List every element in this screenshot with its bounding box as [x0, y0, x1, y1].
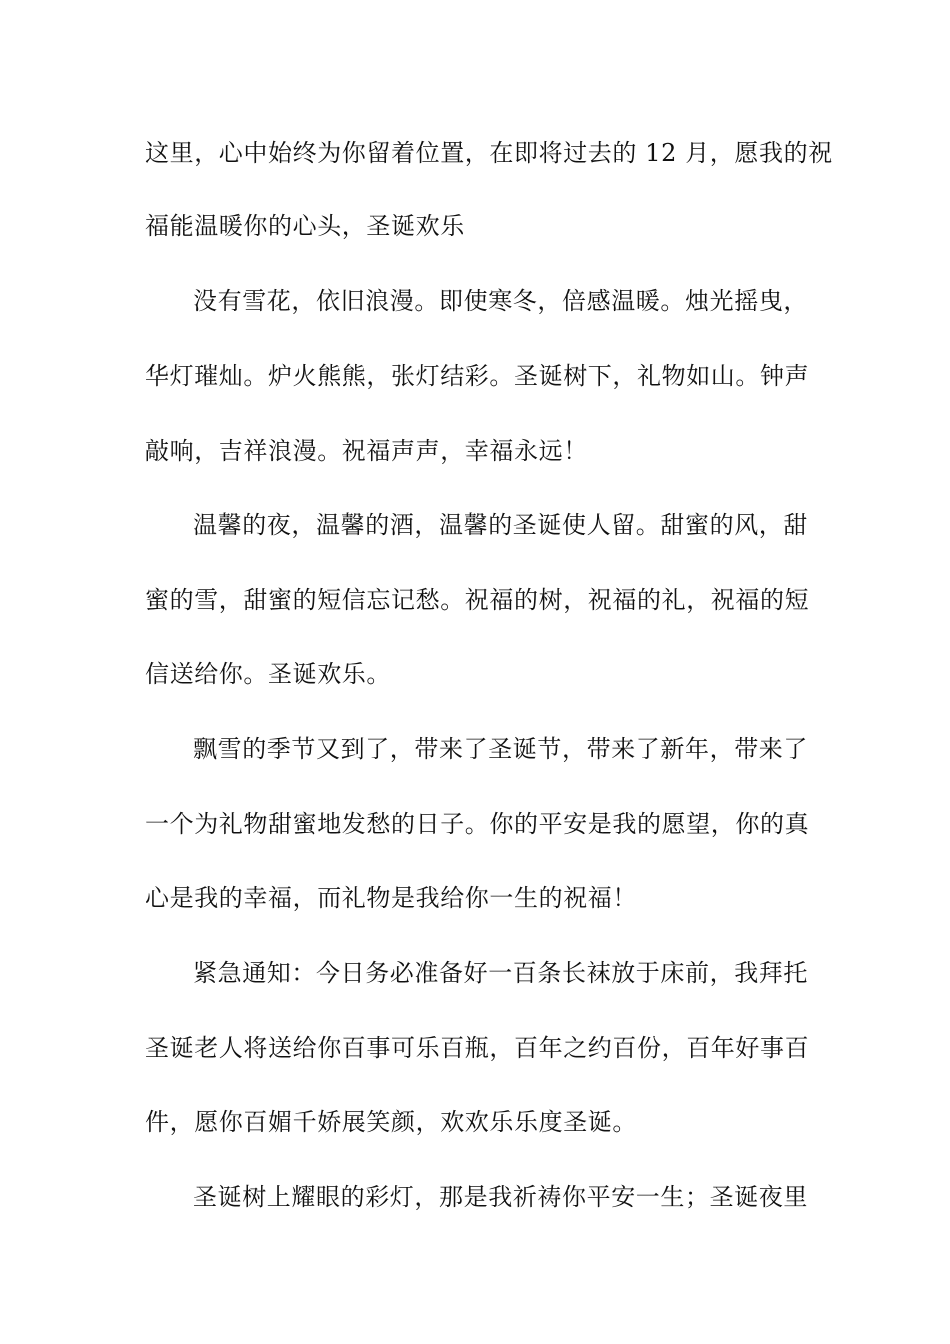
text-line: 华灯璀灿。炉火熊熊，张灯结彩。圣诞树下，礼物如山。钟声	[145, 362, 810, 390]
text-line: 温馨的夜，温馨的酒，温馨的圣诞使人留。甜蜜的风，甜	[193, 511, 808, 539]
text-line: 福能温暖你的心头，圣诞欢乐	[145, 212, 465, 240]
text-line: 件，愿你百媚千娇展笑颜，欢欢乐乐度圣诞。	[145, 1108, 637, 1136]
text-line: 没有雪花，依旧浪漫。即使寒冬，倍感温暖。烛光摇曳，	[193, 287, 808, 315]
text-line: 圣诞树上耀眼的彩灯，那是我祈祷你平安一生；圣诞夜里	[193, 1183, 808, 1211]
text-line: 圣诞老人将送给你百事可乐百瓶，百年之约百份，百年好事百	[145, 1034, 810, 1062]
text-line: 一个为礼物甜蜜地发愁的日子。你的平安是我的愿望，你的真	[145, 810, 810, 838]
text-line: 敲响，吉祥浪漫。祝福声声，幸福永远！	[145, 437, 588, 465]
text-line: 蜜的雪，甜蜜的短信忘记愁。祝福的树，祝福的礼，祝福的短	[145, 586, 810, 614]
text-line: 紧急通知：今日务必准备好一百条长袜放于床前，我拜托	[193, 959, 808, 987]
text-line: 这里，心中始终为你留着位置，在即将过去的 12 月，愿我的祝	[145, 139, 833, 167]
text-line: 信送给你。圣诞欢乐。	[145, 660, 391, 688]
text-line: 心是我的幸福，而礼物是我给你一生的祝福！	[145, 884, 637, 912]
text-line: 飘雪的季节又到了，带来了圣诞节，带来了新年，带来了	[193, 735, 808, 763]
